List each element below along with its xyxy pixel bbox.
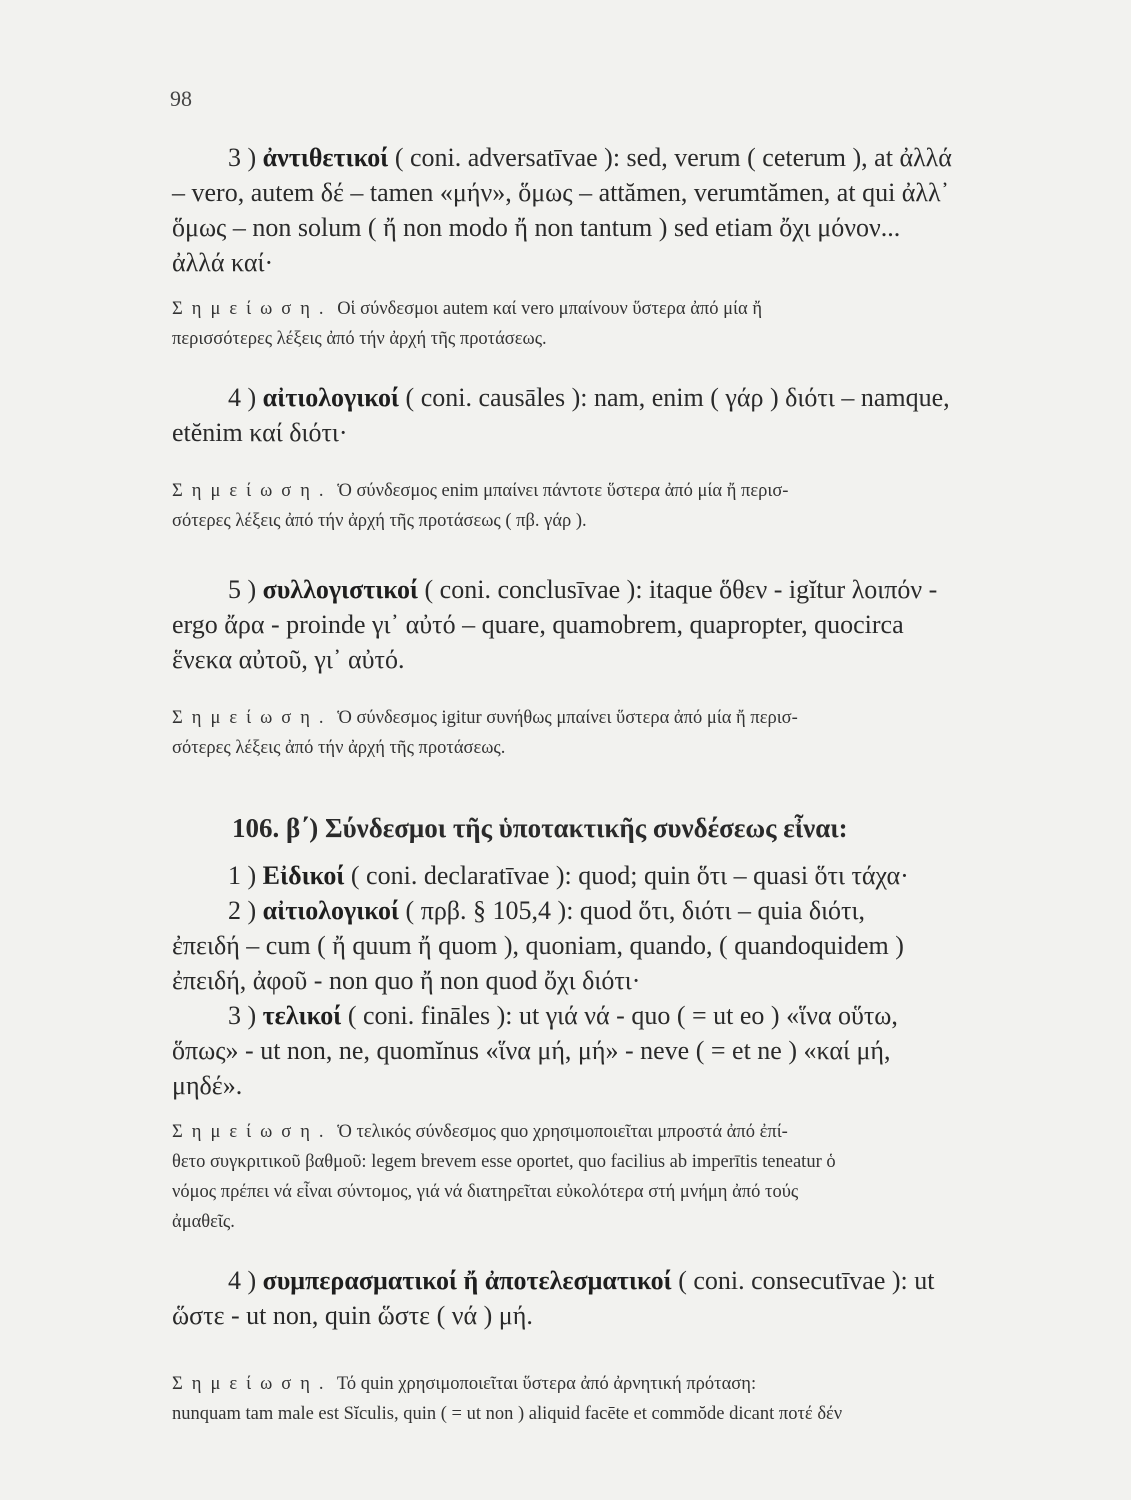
note-line: σότερες λέξεις ἀπό τήν ἀρχή τῆς προτάσεως. [172,738,506,758]
note-line: νόμος πρέπει νά εἶναι σύντομος, γιά νά διατηρεῖται εὐκολότερα στή μνήμη ἀπό τούς [172,1182,799,1202]
note-line: περισσότερες λέξεις ἀπό τήν ἀρχή τῆς προτάσεως. [172,329,547,349]
note-line: Ὁ τελικός σύνδεσμος quo χρησιμοποιεῖται μπροστά ἀπό ἐπί- [337,1122,788,1142]
text-line: ( πρβ. § 105,4 ): quod ὅτι, διότι – quia διότι, [405,896,866,925]
note-line: Ὁ σύνδεσμος enim μπαίνει πάντοτε ὕστερα ἀπό μία ἤ περισ- [337,481,789,501]
note-line: Οἱ σύνδεσμοι autem καί vero μπαίνουν ὕστερα ἀπό μία ἤ [337,299,763,319]
note-line: θετο συγκριτικοῦ βαθμοῦ: legem brevem esse oportet, quo facilius ab imperītis teneatur ὁ [172,1152,836,1172]
paragraph-causal [172,380,1052,450]
note-label: Σημείωση. [172,481,333,501]
note-line: Τό quin χρησιμοποιεῖται ὕστερα ἀπό ἀρνητική πρόταση: [336,1374,757,1394]
term-heading: αἰτιολογικοί [262,383,400,412]
item-number: 1 ) [228,861,257,890]
note-line: ἀμαθεῖς. [172,1212,235,1232]
text-line: ὅπως» - ut non, ne, quomĭnus «ἵνα μή, μή» - neve ( = et ne ) «καί μή, [172,1036,891,1065]
item-number: 3 ) [228,1001,257,1030]
note-label: Σημείωση. [172,1122,333,1142]
item-number: 4 ) [228,1266,257,1295]
item-number: 4 ) [228,383,257,412]
text-line: etĕnim καί διότι· [172,418,348,447]
note-line: nunquam tam male est Sĭculis, quin ( = ut non ) aliquid facēte et commŏde dicant ποτέ δέν [172,1404,843,1424]
text-line: ( coni. adversatīvae ): sed, verum ( ceterum ), at ἀλλά [394,143,952,172]
paragraph-consecutive [172,1263,1052,1333]
note-line: σότερες λέξεις ἀπό τήν ἀρχή τῆς προτάσεως ( πβ. γάρ ). [172,511,587,531]
note-consecutive [172,1369,1052,1429]
note-final [172,1117,1052,1237]
note-label: Σημείωση. [172,299,333,319]
text-line: ( coni. declaratīvae ): quod; quin ὅτι – quasi ὅτι τάχα· [350,861,909,890]
text-line: ἐπειδή, ἀφοῦ - non quo ἤ non quod ὄχι διότι· [172,966,641,995]
item-number: 3 ) [228,143,257,172]
term-heading: συμπερασματικοί ἤ ἀποτελεσματικοί [262,1266,672,1295]
text-line: ὥστε - ut non, quin ὥστε ( νά ) μή. [172,1301,533,1330]
paragraph-final [172,998,1052,1103]
term-heading: Εἰδικοί [262,861,345,890]
text-line: – vero, autem δέ – tamen «μήν», ὅμως – attămen, verumtămen, at qui ἀλλ᾽ [172,178,950,207]
note-conclusive [172,703,1052,763]
note-adversative [172,294,1052,354]
text-line: ὅμως – non solum ( ἤ non modo ἤ non tantum ) sed etiam ὄχι μόνον... [172,213,901,242]
page-number: 98 [170,86,192,111]
text-line: ( coni. causāles ): nam, enim ( γάρ ) διότι – namque, [405,383,950,412]
text-line: ( coni. consecutīvae ): ut [678,1266,935,1295]
paragraph-causal-subordinate [172,893,1052,998]
term-heading: συλλογιστικοί [262,575,419,604]
text-line: ἀλλά καί· [172,248,274,277]
note-line: Ὁ σύνδεσμος igitur συνήθως μπαίνει ὕστερα ἀπό μία ἤ περισ- [337,708,798,728]
item-number: 2 ) [228,896,257,925]
text-line: ( coni. conclusīvae ): itaque ὅθεν - igĭtur λοιπόν - [424,575,938,604]
note-label: Σημείωση. [172,708,333,728]
note-label: Σημείωση. [172,1374,333,1394]
text-line: μηδέ». [172,1071,243,1100]
paragraph-declarative [172,858,1052,893]
paragraph-conclusive [172,572,1052,677]
section-heading: 106. β΄) Σύνδεσμοι τῆς ὑποτακτικῆς συνδέσεως εἶναι: [232,813,848,843]
text-line: ( coni. fināles ): ut γιά νά - quo ( = ut eo ) «ἵνα οὕτω, [347,1001,898,1030]
note-causal [172,476,1052,536]
item-number: 5 ) [228,575,257,604]
term-heading: αἰτιολογικοί [262,896,400,925]
term-heading: ἀντιθετικοί [262,143,389,172]
text-line: ἕνεκα αὐτοῦ, γι᾽ αὐτό. [172,645,405,674]
text-line: ergo ἄρα - proinde γι᾽ αὐτό – quare, quamobrem, quapropter, quocirca [172,610,904,639]
text-line: ἐπειδή – cum ( ἤ quum ἤ quom ), quoniam, quando, ( quandoquidem ) [172,931,904,960]
paragraph-adversative [172,140,1052,280]
page-content [172,140,1052,1429]
term-heading: τελικοί [262,1001,342,1030]
